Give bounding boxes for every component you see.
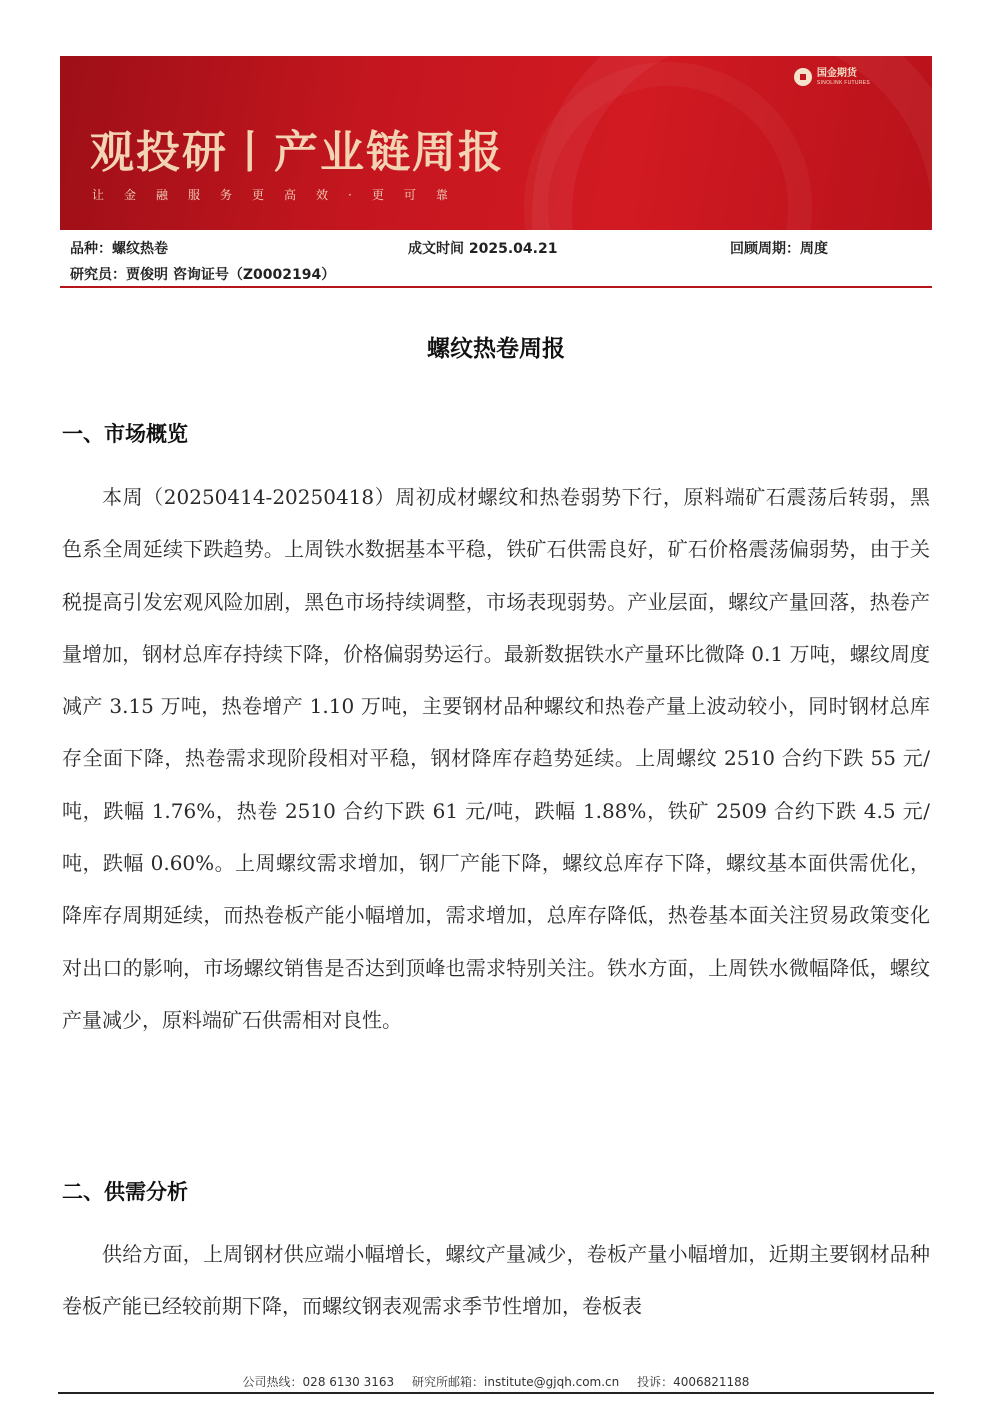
brand-name-cn: 国金期货 — [816, 67, 857, 79]
meta-date: 成文时间 2025.04.21 — [408, 241, 558, 257]
footer-complaint: 投诉：4006821188 — [637, 1375, 750, 1389]
coin-logo-icon — [794, 68, 812, 86]
brand-logo-group — [794, 68, 870, 86]
section-heading-market-overview: 一、市场概览 — [62, 422, 188, 446]
header-banner — [60, 56, 932, 230]
page-footer — [0, 1373, 992, 1390]
brand-name-en: SINOLINK FUTURES — [816, 79, 870, 86]
meta-product: 品种：螺纹热卷 — [70, 241, 168, 257]
section-heading-supply-demand: 二、供需分析 — [62, 1180, 188, 1204]
document-title: 螺纹热卷周报 — [427, 336, 565, 362]
banner-slogan: 让金融服务更高效·更可靠 — [92, 188, 468, 202]
section-paragraph-supply-demand: 供给方面，上周钢材供应端小幅增长，螺纹产量减少，卷板产量小幅增加，近期主要钢材品种卷板产能已经较前期下降，而螺纹钢表观需求季节性增加，卷板表 — [62, 1242, 930, 1319]
header-divider — [60, 286, 932, 288]
footer-divider — [58, 1392, 934, 1394]
meta-researcher: 研究员：贾俊明 咨询证号（Z0002194） — [70, 267, 336, 283]
section-paragraph-market-overview: 本周（20250414-20250418）周初成材螺纹和热卷弱势下行，原料端矿石震荡后转弱，黑色系全周延续下跌趋势。上周铁水数据基本平稳，铁矿石供需良好，矿石价格震荡偏弱势，由于关税提高引发宏观风险加剧，黑色市场持续调整，市场表现弱势。产业层面，螺纹产量回落，热卷产量增加，钢材总库存持续下降，价格偏弱势运行。最新数据铁水产量环比微降 0.1 万吨，螺纹周度减产 3.15 万吨，热卷增产 1.10 万吨，主要钢材品种螺纹和热卷产量上波动较小，同时钢材总库存全面下降，热卷需求现阶段相对平稳，钢材降库存趋势延续。上周螺纹 2510 合约下跌 55 元/吨，跌幅 1.76%，热卷 2510 合约下跌 61 元/吨，跌幅 1.88%，铁矿 2509 合约下跌 4.5 元/吨，跌幅 0.60%。上周螺纹需求增加，钢厂产能下降，螺纹总库存下降，螺纹基本面供需优化，降库存周期延续，而热卷板产能小幅增加，需求增加，总库存降低，热卷基本面关注贸易政策变化对出口的影响，市场螺纹销售是否达到顶峰也需求特别关注。铁水方面，上周铁水微幅降低，螺纹产量减少，原料端矿石供需相对良性。 — [62, 485, 930, 1032]
footer-hotline: 公司热线：028 6130 3163 — [242, 1375, 395, 1389]
meta-period: 回顾周期：周度 — [730, 241, 828, 257]
footer-email: 研究所邮箱：institute@gjqh.com.cn — [412, 1375, 620, 1389]
banner-title: 观投研丨产业链周报 — [90, 127, 504, 178]
